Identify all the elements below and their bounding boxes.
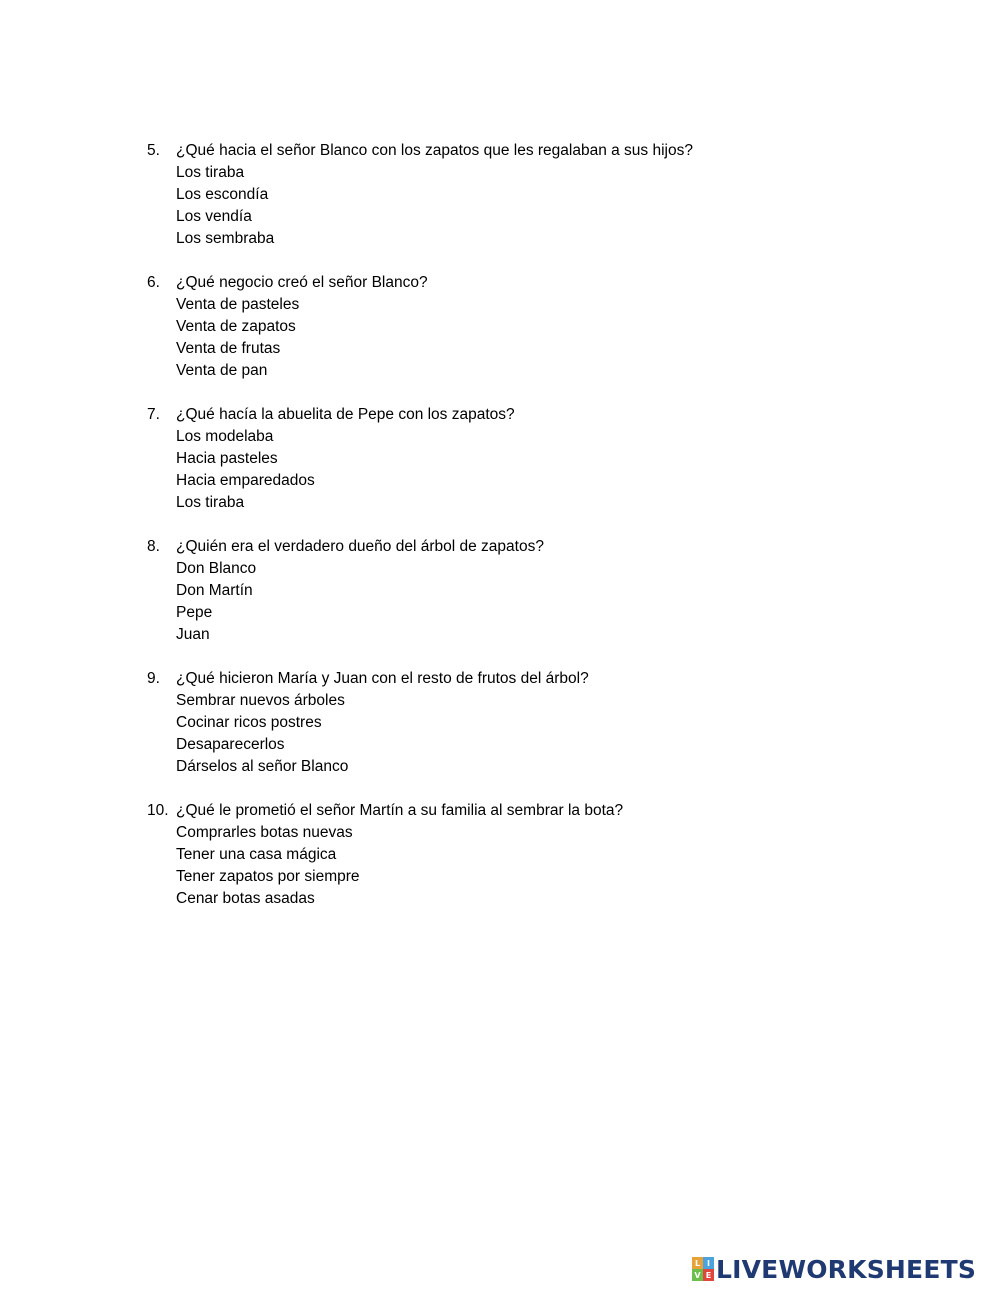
answer-option[interactable]: Hacia emparedados bbox=[176, 472, 315, 489]
answer-option[interactable]: Los vendía bbox=[176, 208, 252, 225]
question-number: 9. bbox=[147, 670, 160, 687]
answer-option[interactable]: Tener una casa mágica bbox=[176, 846, 337, 863]
question-5 bbox=[0, 140, 1000, 250]
logo-badge-tile: E bbox=[703, 1269, 714, 1281]
answer-option[interactable]: Comprarles botas nuevas bbox=[176, 824, 353, 841]
answer-option[interactable]: Dárselos al señor Blanco bbox=[176, 758, 349, 775]
logo-badge-tile: I bbox=[703, 1257, 714, 1269]
question-line bbox=[0, 668, 1000, 690]
answer-option[interactable]: Pepe bbox=[176, 604, 213, 621]
answer-option[interactable]: Venta de pasteles bbox=[176, 296, 300, 313]
answer-option[interactable]: Venta de pan bbox=[176, 362, 268, 379]
answer-option[interactable]: Venta de frutas bbox=[176, 340, 281, 357]
logo-text: LIVEWORKSHEETS bbox=[716, 1254, 977, 1284]
question-line bbox=[0, 536, 1000, 558]
question-text: ¿Qué hicieron María y Juan con el resto de frutos del árbol? bbox=[176, 670, 589, 687]
answer-option[interactable]: Sembrar nuevos árboles bbox=[176, 692, 345, 709]
answer-option[interactable]: Don Blanco bbox=[176, 560, 257, 577]
question-text: ¿Qué negocio creó el señor Blanco? bbox=[176, 274, 428, 291]
answer-option[interactable]: Cocinar ricos postres bbox=[176, 714, 322, 731]
answer-option[interactable]: Los sembraba bbox=[176, 230, 275, 247]
answer-option[interactable]: Desaparecerlos bbox=[176, 736, 285, 753]
answer-option[interactable]: Los escondía bbox=[176, 186, 269, 203]
answer-option[interactable]: Cenar botas asadas bbox=[176, 890, 315, 907]
question-6 bbox=[0, 272, 1000, 382]
question-number: 5. bbox=[147, 142, 160, 159]
question-number: 8. bbox=[147, 538, 160, 555]
answer-option[interactable]: Los tiraba bbox=[176, 494, 245, 511]
question-text: ¿Qué hacía la abuelita de Pepe con los zapatos? bbox=[176, 406, 515, 423]
question-text: ¿Qué le prometió el señor Martín a su familia al sembrar la bota? bbox=[176, 802, 624, 819]
logo-badge-tile: L bbox=[692, 1257, 703, 1269]
question-text: ¿Qué hacia el señor Blanco con los zapatos que les regalaban a sus hijos? bbox=[176, 142, 693, 159]
logo-badge-tile: V bbox=[692, 1269, 703, 1281]
question-number: 6. bbox=[147, 274, 160, 291]
logo-badge-icon bbox=[692, 1257, 714, 1281]
answer-option[interactable]: Venta de zapatos bbox=[176, 318, 296, 335]
question-number: 7. bbox=[147, 406, 160, 423]
question-7 bbox=[0, 404, 1000, 514]
question-9 bbox=[0, 668, 1000, 778]
answer-option[interactable]: Hacia pasteles bbox=[176, 450, 278, 467]
answer-option[interactable]: Don Martín bbox=[176, 582, 253, 599]
question-line bbox=[0, 404, 1000, 426]
question-number: 10. bbox=[147, 802, 169, 819]
question-text: ¿Quién era el verdadero dueño del árbol de zapatos? bbox=[176, 538, 544, 555]
question-line bbox=[0, 800, 1000, 822]
answer-option[interactable]: Tener zapatos por siempre bbox=[176, 868, 360, 885]
question-10 bbox=[0, 800, 1000, 910]
liveworksheets-logo bbox=[692, 1254, 976, 1284]
question-line bbox=[0, 272, 1000, 294]
answer-option[interactable]: Los modelaba bbox=[176, 428, 274, 445]
question-line bbox=[0, 140, 1000, 162]
worksheet bbox=[0, 140, 1000, 932]
answer-option[interactable]: Juan bbox=[176, 626, 210, 643]
question-8 bbox=[0, 536, 1000, 646]
answer-option[interactable]: Los tiraba bbox=[176, 164, 245, 181]
